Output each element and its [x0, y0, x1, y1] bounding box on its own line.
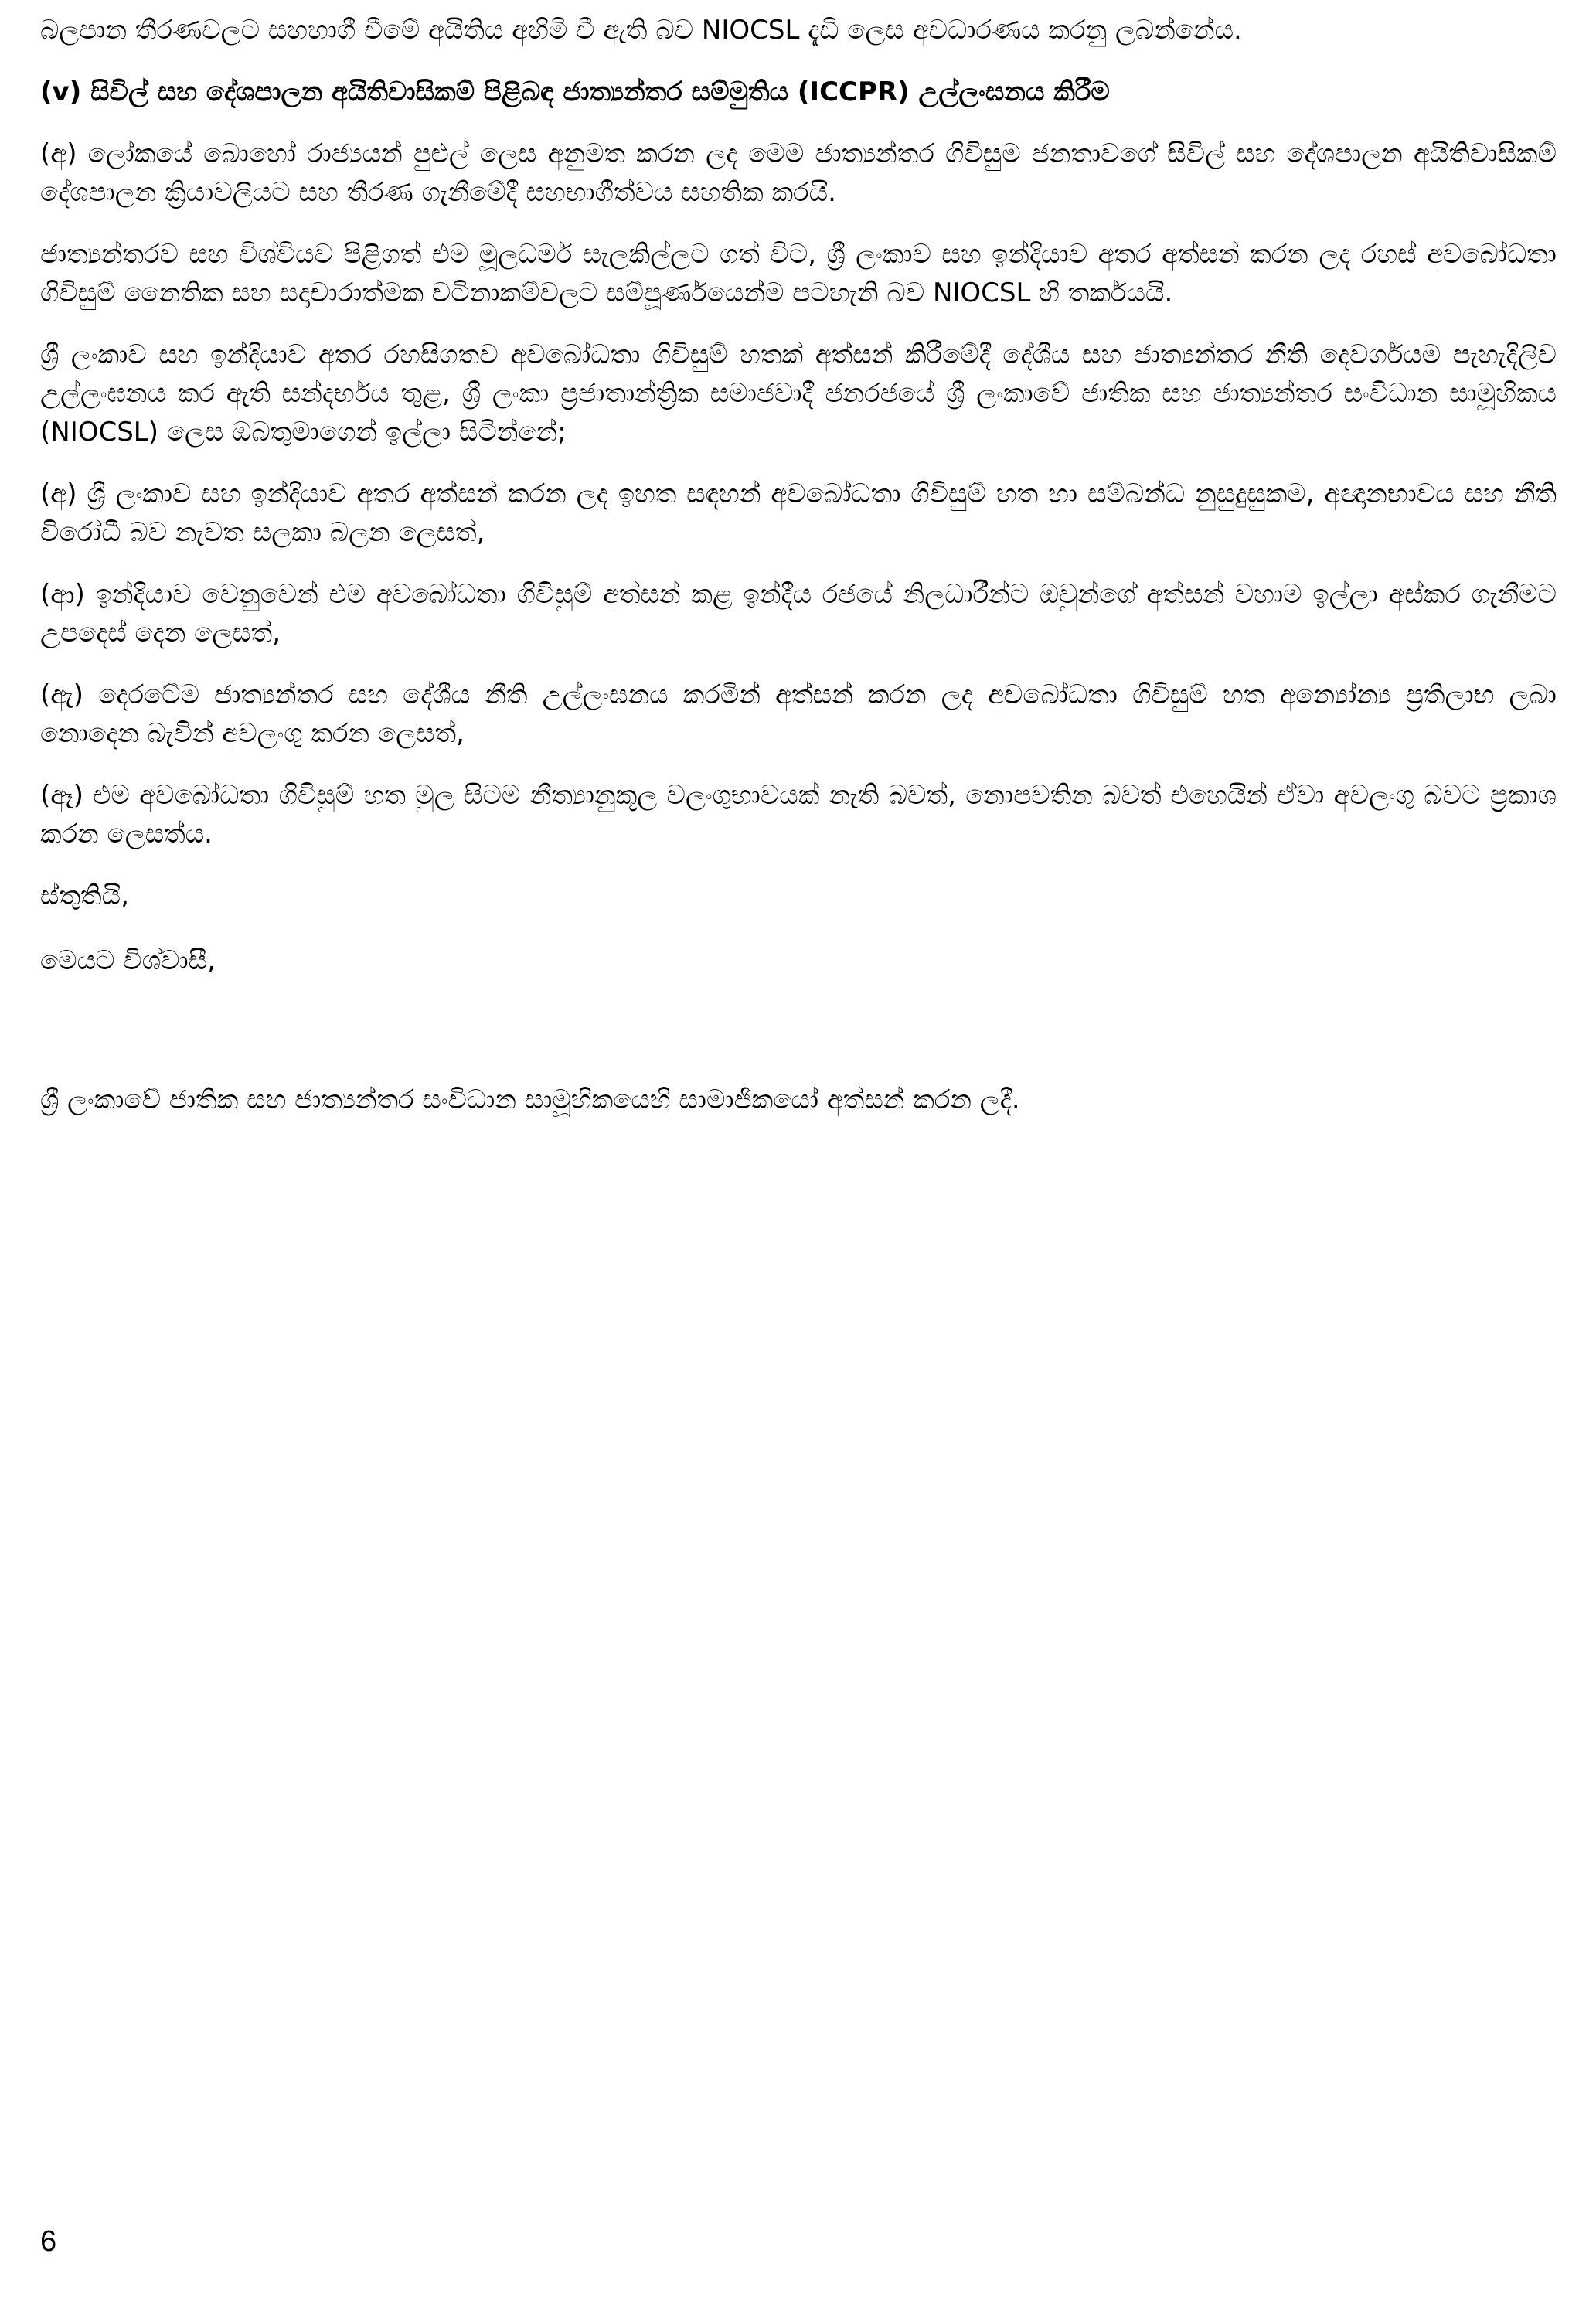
closing-thanks: ස්තුතියි,: [40, 880, 129, 911]
request-item-aae: (ඈ) එම අවබෝධතා ගිවිසුම් හත මුල සිටම නීත්‍යානුකූල වලංගුභාවයක් නැති බවත්, නොපවතින බවත් එහෙයින් ඒවා අවලංගු බවට ප්‍රකාශ කරන ලෙසත්ය.: [40, 780, 1557, 849]
closing-yours-faithfully: මෙයට විශ්වාසී,: [40, 945, 216, 976]
signature-line: ශ්‍රී ලංකාවේ ජාතික සහ ජාත්‍යන්තර සංවිධාන සාමූහිකයෙහි සාමාජිකයෝ අත්සන් කරන ලදී.: [40, 1084, 1020, 1115]
paragraph-continuation: බලපාන තීරණවලට සහභාගී වීමේ අයිතිය අහිමි වී ඇති බව NIOCSL දැඩි ලෙස අවධාරණය කරනු ලබන්නේය.: [40, 15, 1242, 46]
request-item-aa: (ආ) ඉන්දියාව වෙනුවෙන් එම අවබෝධතා ගිවිසුම් අත්සන් කළ ඉන්දීය රජයේ නිලධාරීන්ට ඔවුන්ගේ අත්සන් වහාම ඉල්ලා අස්කර ගැනීමට උපදෙස් දෙන ලෙසත්,: [40, 579, 1557, 648]
section-heading-iccpr: (v) සිවිල් සහ දේශපාලන අයිතිවාසිකම් පිළිබඳ ජාත්‍යන්තර සම්මුතිය (ICCPR) උල්ලංඝනය කිරීම: [40, 77, 1110, 107]
request-item-a: (අ) ශ්‍රී ලංකාව සහ ඉන්දියාව අතර අත්සන් කරන ලද ඉහත සඳහන් අවබෝධතා ගිවිසුම් හත හා සම්බන්ධ නුසුදුසුකම, අඥානභාවය සහ නීති විරෝධී බව නැවත සලකා බලන ලෙසත්,: [40, 478, 1557, 548]
paragraph-iccpr-a: (අ) ලෝකයේ බොහෝ රාජ්‍යයන් පුළුල් ලෙස අනුමත කරන ලද මෙම ජාත්‍යන්තර ගිවිසුම ජනතාවගේ සිවිල් සහ දේශපාලන අයිතිවාසිකම් දේශපාලන ක්‍රියාවලියට සහ තීරණ ගැනීමේදී සහභාගීත්වය සහතික කරයි.: [40, 138, 1557, 208]
page-number: 6: [40, 2225, 57, 2258]
paragraph-request-intro: ශ්‍රී ලංකාව සහ ඉන්දියාව අතර රහසිගතව අවබෝධතා ගිවිසුම් හතක් අත්සන් කිරීමේදී දේශීය සහ ජාත්‍යන්තර නීති දෙවර්ගයම පැහැදිලිව උල්ලංඝනය කර ඇති සන්දර්භය තුළ, ශ්‍රී ලංකා ප්‍රජාතාන්ත්‍රික සමාජවාදී ජනරජයේ ශ්‍රී ලංකාවේ ජාතික සහ ජාත්‍යන්තර සංවිධාන සාමූහිකය (NIOCSL) ලෙස ඔබතුමාගෙන් ඉල්ලා සිටින්නේ;: [40, 339, 1557, 448]
paragraph-niocsl-argument: ජාත්‍යන්තරව සහ විශ්වීයව පිළිගත් එම මූලධර්ම සැලකිල්ලට ගත් විට, ශ්‍රී ලංකාව සහ ඉන්දියාව අතර අත්සන් කරන ලද රහස් අවබෝධතා ගිවිසුම් නෛතික සහ සදාචාරාත්මක වටිනාකම්වලට සම්පූර්ණයෙන්ම පටහැනි බව NIOCSL හි තර්කයයි.: [40, 239, 1557, 308]
request-item-ae: (ඇ) දෙරටේම ජාත්‍යන්තර සහ දේශීය නීති උල්ලංඝනය කරමින් අත්සන් කරන ලද අවබෝධතා ගිවිසුම් හත අන්‍යෝන්‍ය ප්‍රතිලාභ ලබා නොදෙන බැවින් අවලංගු කරන ලෙසත්,: [40, 679, 1557, 749]
document-body: [40, 11, 1557, 1119]
